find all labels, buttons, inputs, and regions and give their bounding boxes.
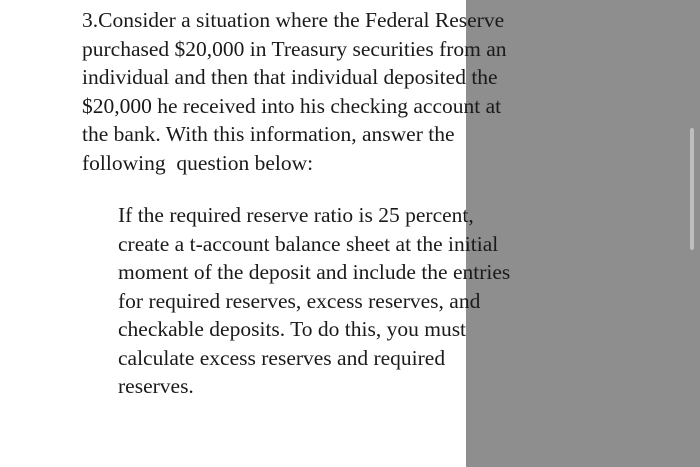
question-line: purchased $20,000 in Treasury securities from an bbox=[82, 36, 507, 61]
question-line: following question below: bbox=[82, 150, 314, 175]
question-line: individual and then that individual deposited the bbox=[82, 65, 498, 90]
scrollbar[interactable] bbox=[690, 128, 694, 250]
question-line: 3.Consider a situation where the Federal Reserve bbox=[82, 8, 505, 32]
prompt-line: calculate excess reserves and required bbox=[118, 345, 446, 370]
prompt-line: reserves. bbox=[118, 374, 194, 398]
prompt-paragraph bbox=[118, 201, 588, 401]
prompt-line: moment of the deposit and include the entries bbox=[118, 260, 511, 284]
prompt-line: If the required reserve ratio is 25 percent, bbox=[118, 203, 474, 227]
question-paragraph bbox=[82, 6, 582, 178]
prompt-line: for required reserves, excess reserves, and bbox=[118, 288, 481, 313]
prompt-line: checkable deposits. To do this, you must bbox=[118, 317, 467, 341]
question-line: $20,000 he received into his checking account at bbox=[82, 93, 502, 118]
prompt-line: create a t-account balance sheet at the initial bbox=[118, 231, 499, 256]
question-line: the bank. With this information, answer the bbox=[82, 122, 455, 147]
